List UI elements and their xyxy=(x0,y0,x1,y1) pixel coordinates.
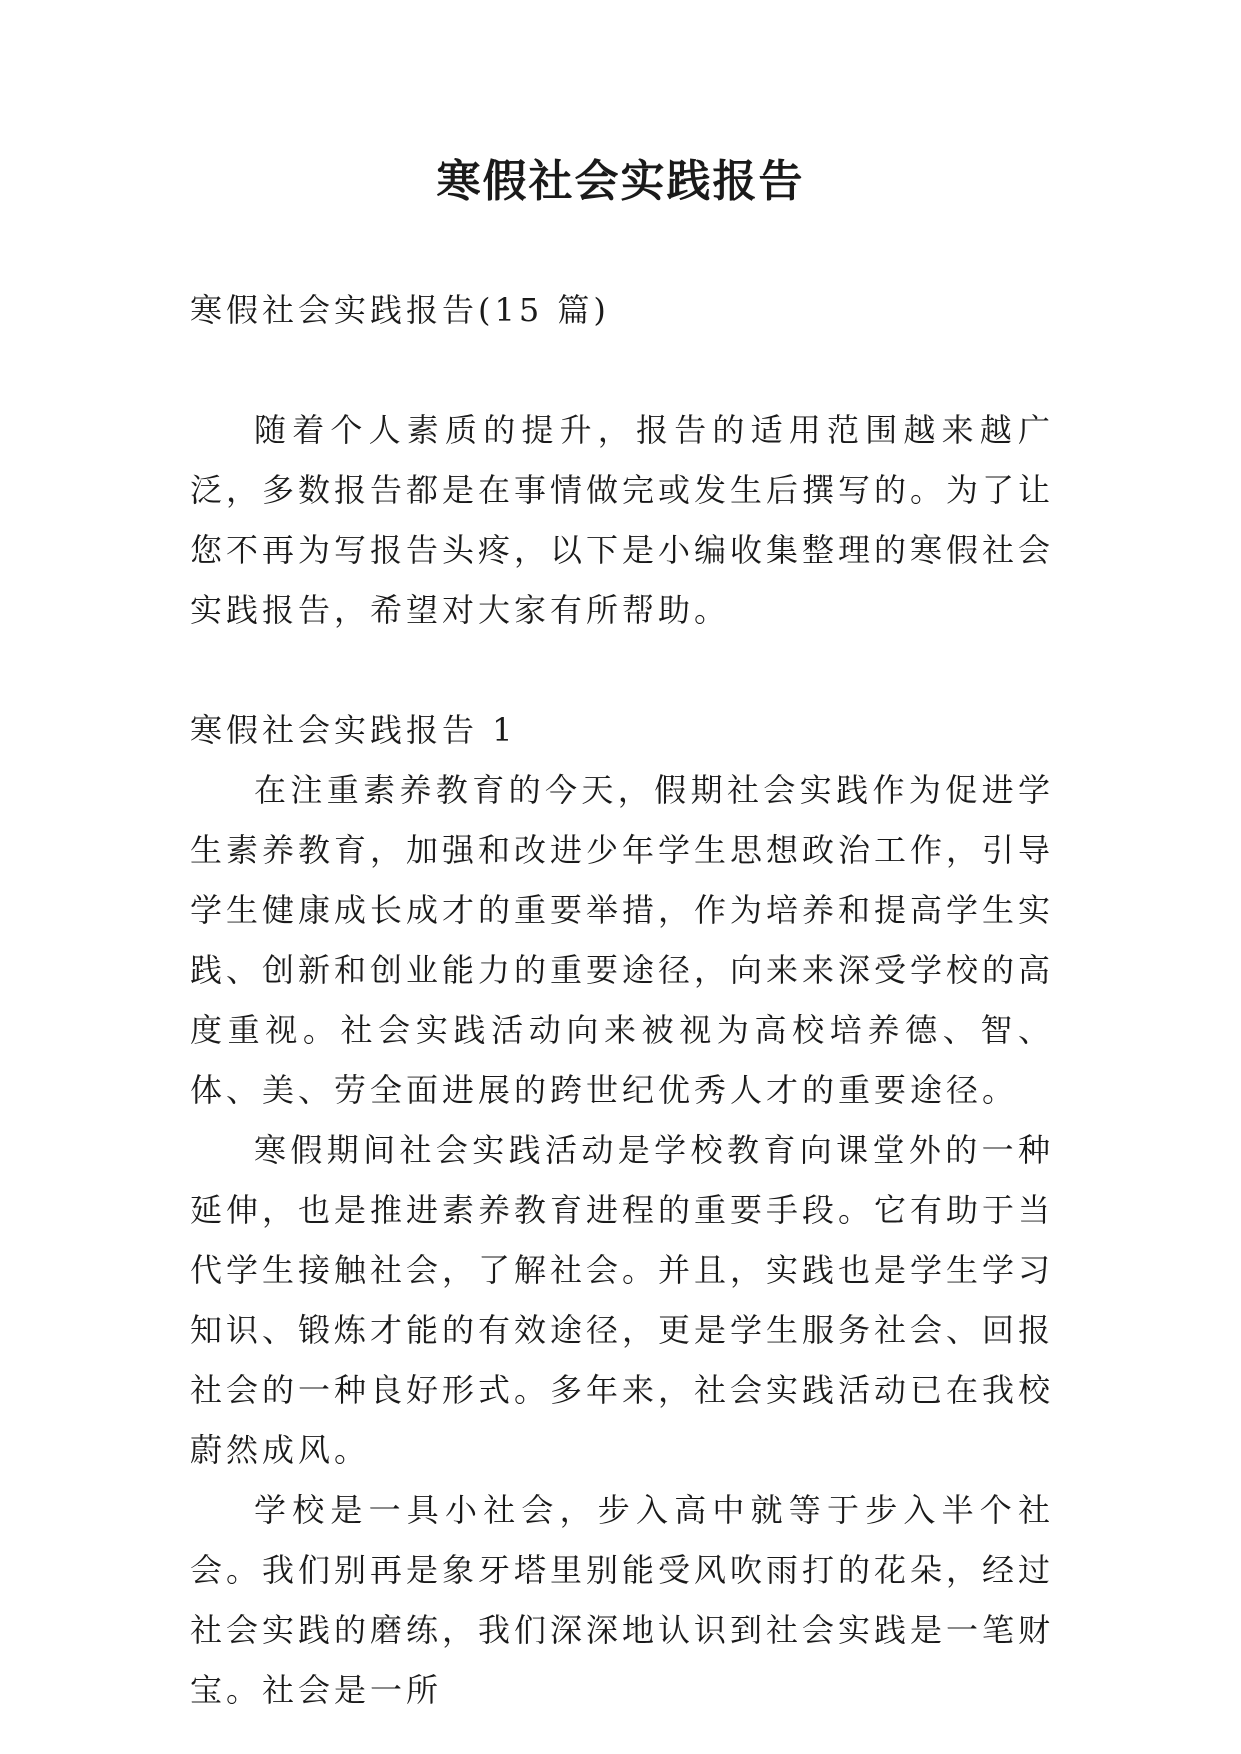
document-body xyxy=(190,280,1054,1720)
body-paragraph: 学校是一具小社会，步入高中就等于步入半个社会。我们别再是象牙塔里别能受风吹雨打的花朵，经过社会实践的磨练，我们深深地认识到社会实践是一笔财宝。社会是一所 xyxy=(190,1491,1055,1709)
document-title: 寒假社会实践报告 xyxy=(436,156,805,207)
section-heading: 寒假社会实践报告 1 xyxy=(190,711,517,749)
document-subtitle: 寒假社会实践报告(15 篇) xyxy=(190,291,610,329)
body-paragraph: 在注重素养教育的今天，假期社会实践作为促进学生素养教育，加强和改进少年学生思想政治工作，引导学生健康成长成才的重要举措，作为培养和提高学生实践、创新和创业能力的重要途径，向来来深受学校的高度重视。社会实践活动向来被视为高校培养德、智、体、美、劳全面进展的跨世纪优秀人才的重要途径。 xyxy=(190,771,1055,1109)
body-paragraph: 寒假期间社会实践活动是学校教育向课堂外的一种延伸，也是推进素养教育进程的重要手段。它有助于当代学生接触社会，了解社会。并且，实践也是学生学习知识、锻炼才能的有效途径，更是学生服务社会、回报社会的一种良好形式。多年来，社会实践活动已在我校蔚然成风。 xyxy=(190,1131,1055,1469)
intro-paragraph: 随着个人素质的提升，报告的适用范围越来越广泛，多数报告都是在事情做完或发生后撰写的。为了让您不再为写报告头疼，以下是小编收集整理的寒假社会实践报告，希望对大家有所帮助。 xyxy=(190,411,1055,629)
